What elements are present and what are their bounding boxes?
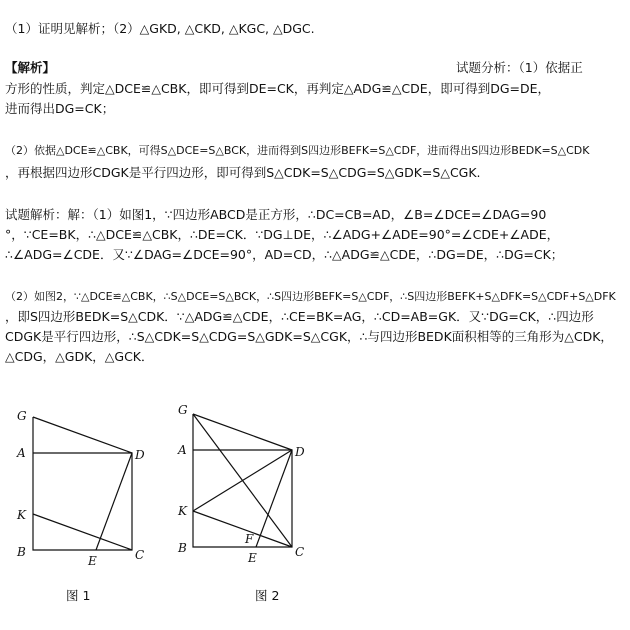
segment-de — [256, 450, 292, 547]
point-label-c: C — [295, 545, 305, 559]
point-label-g: G — [17, 409, 27, 423]
square-abcd — [193, 450, 292, 547]
analysis-header: 【解析】 — [5, 60, 56, 75]
point-label-b: B — [17, 545, 26, 559]
solution-text: 试题解析：解：（1）如图1，∵四边形ABCD是正方形，∴DC=CB=AD，∠B=∠DCE=∠DAG=90 — [5, 207, 547, 222]
point-label-k: K — [178, 504, 187, 518]
point-label-e: E — [88, 554, 97, 568]
point-label-b: B — [178, 541, 187, 555]
figure-1-caption: 图 1 — [66, 588, 91, 603]
segment-kc — [33, 514, 132, 550]
point-label-e: E — [248, 551, 257, 565]
segment-de — [96, 453, 132, 550]
point-label-c: C — [135, 548, 145, 562]
analysis-text: 方形的性质，判定△DCE≌△CBK，即可得到DE=CK，再判定△ADG≌△CDE，即可得到DG=DE， — [5, 81, 550, 96]
solution-text: °，∵CE=BK，∴△DCE≌△CBK，∴DE=CK．∵DG⊥DE，∴∠ADG+∠ADE=90°=∠CDE+∠ADE， — [5, 227, 560, 242]
point-label-d: D — [135, 448, 145, 462]
answer-line: （1）证明见解析；（2）△GKD, △CKD, △KGC, △DGC. — [5, 21, 315, 36]
point-label-f: F — [245, 532, 254, 546]
analysis-text: 进而得出DG=CK； — [5, 101, 115, 116]
figure-2-caption: 图 2 — [255, 588, 280, 603]
solution-text: CDGK是平行四边形，∴S△CDK=S△CDG=S△GDK=S△CGK，∴与四边形BEDK面积相等的三角形为△CDK， — [5, 329, 613, 344]
solution-text: ∴∠ADG=∠CDE．又∵∠DAG=∠DCE=90°，AD=CD，∴△ADG≌△CDE，∴DG=DE，∴DG=CK； — [5, 247, 564, 262]
solution-text: △CDG，△GDK，△GCK． — [5, 349, 154, 364]
solution-text: ，即S四边形BEDK=S△CDK．∵△ADG≌△CDE，∴CE=BK=AG，∴CD=AB=GK．又∵DG=CK，∴四边形 — [5, 309, 594, 324]
square-abcd — [33, 453, 132, 550]
point-label-a: A — [17, 446, 26, 460]
segment-gd — [193, 414, 292, 450]
point-label-g: G — [178, 403, 188, 417]
segment-kd — [193, 450, 292, 511]
solution-text: （2）如图2，∵△DCE≌△CBK，∴S△DCE=S△BCK，∴S四边形BEFK=S△CDF，∴S四边形BEFK+S△DFK=S△CDF+S△DFK — [5, 290, 616, 303]
segment-kc — [193, 511, 292, 547]
analysis-text: （2）依据△DCE≌△CBK，可得S△DCE=S△BCK，进而得到S四边形BEFK=S△CDF，进而得出S四边形BEDK=S△CDK — [5, 144, 590, 157]
point-label-a: A — [178, 443, 187, 457]
point-label-d: D — [295, 445, 305, 459]
point-label-k: K — [17, 508, 26, 522]
segment-gd — [33, 417, 132, 453]
analysis-text: ，再根据四边形CDGK是平行四边形，即可得到S△CDK=S△CDG=S△GDK=S△CGK. — [5, 165, 481, 180]
figure-2 — [175, 400, 325, 570]
analysis-intro: 试题分析：（1）依据正 — [456, 60, 583, 75]
figure-1 — [10, 400, 160, 570]
